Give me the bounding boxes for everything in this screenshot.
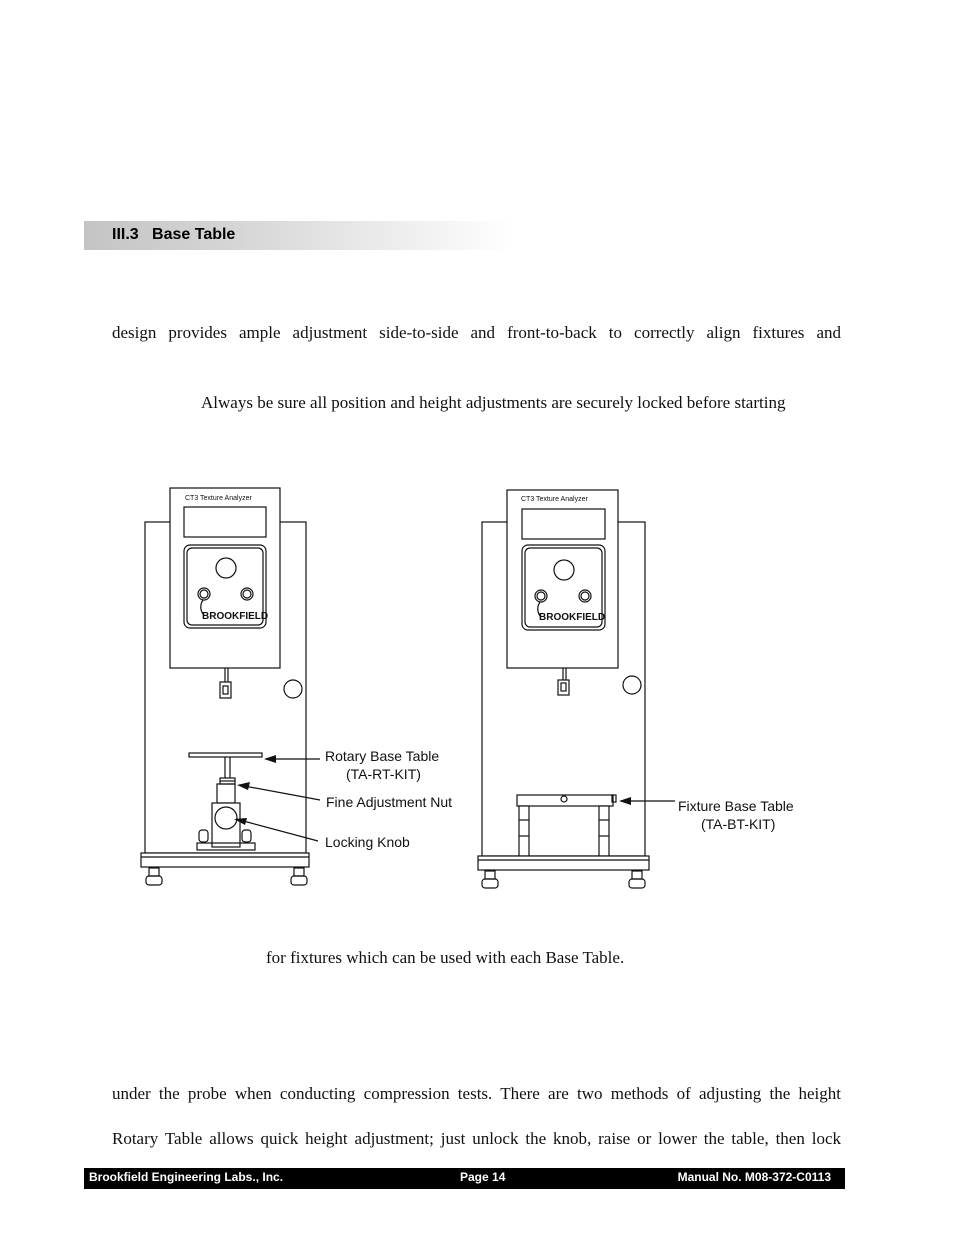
base-table-figure <box>0 470 954 910</box>
right-brand-logo: BROOKFIELD <box>539 612 606 623</box>
left-instrument-drawing <box>141 488 320 885</box>
callout-locking-knob: Locking Knob <box>325 834 410 850</box>
section-heading <box>112 226 235 244</box>
footer-company: Brookfield Engineering Labs., Inc. <box>89 1170 284 1184</box>
left-brand-logo: BROOKFIELD <box>202 611 269 622</box>
callout-fixture-kit: (TA-BT-KIT) <box>701 816 776 832</box>
paragraph-line-3: for fixtures which can be used with each Base Table. <box>266 948 625 967</box>
footer-page-number: Page 14 <box>460 1170 506 1184</box>
callout-fine-adjustment-nut: Fine Adjustment Nut <box>326 794 453 810</box>
paragraph-line-4: under the probe when conducting compression tests. There are two methods of adjusting the height <box>112 1084 841 1103</box>
footer-manual-number: Manual No. M08-372-C0113 <box>677 1170 831 1184</box>
paragraph-line-2: Always be sure all position and height adjustments are securely locked before starting <box>201 393 786 412</box>
right-instrument-label: CT3 Texture Analyzer <box>521 496 588 503</box>
section-number: III.3 <box>112 226 139 243</box>
paragraph-line-5: Rotary Table allows quick height adjustment; just unlock the knob, raise or lower the table, then lock <box>112 1129 841 1148</box>
callout-rotary-kit: (TA-RT-KIT) <box>346 766 421 782</box>
section-title: Base Table <box>152 226 236 243</box>
left-instrument-label: CT3 Texture Analyzer <box>185 495 252 502</box>
paragraph-line-1: design provides ample adjustment side-to-side and front-to-back to correctly align fixtures and <box>112 323 841 342</box>
callout-fixture-base-table: Fixture Base Table <box>678 798 794 814</box>
right-instrument-drawing <box>478 490 675 888</box>
callout-rotary-base-table: Rotary Base Table <box>325 748 440 764</box>
page-footer <box>84 1168 845 1189</box>
